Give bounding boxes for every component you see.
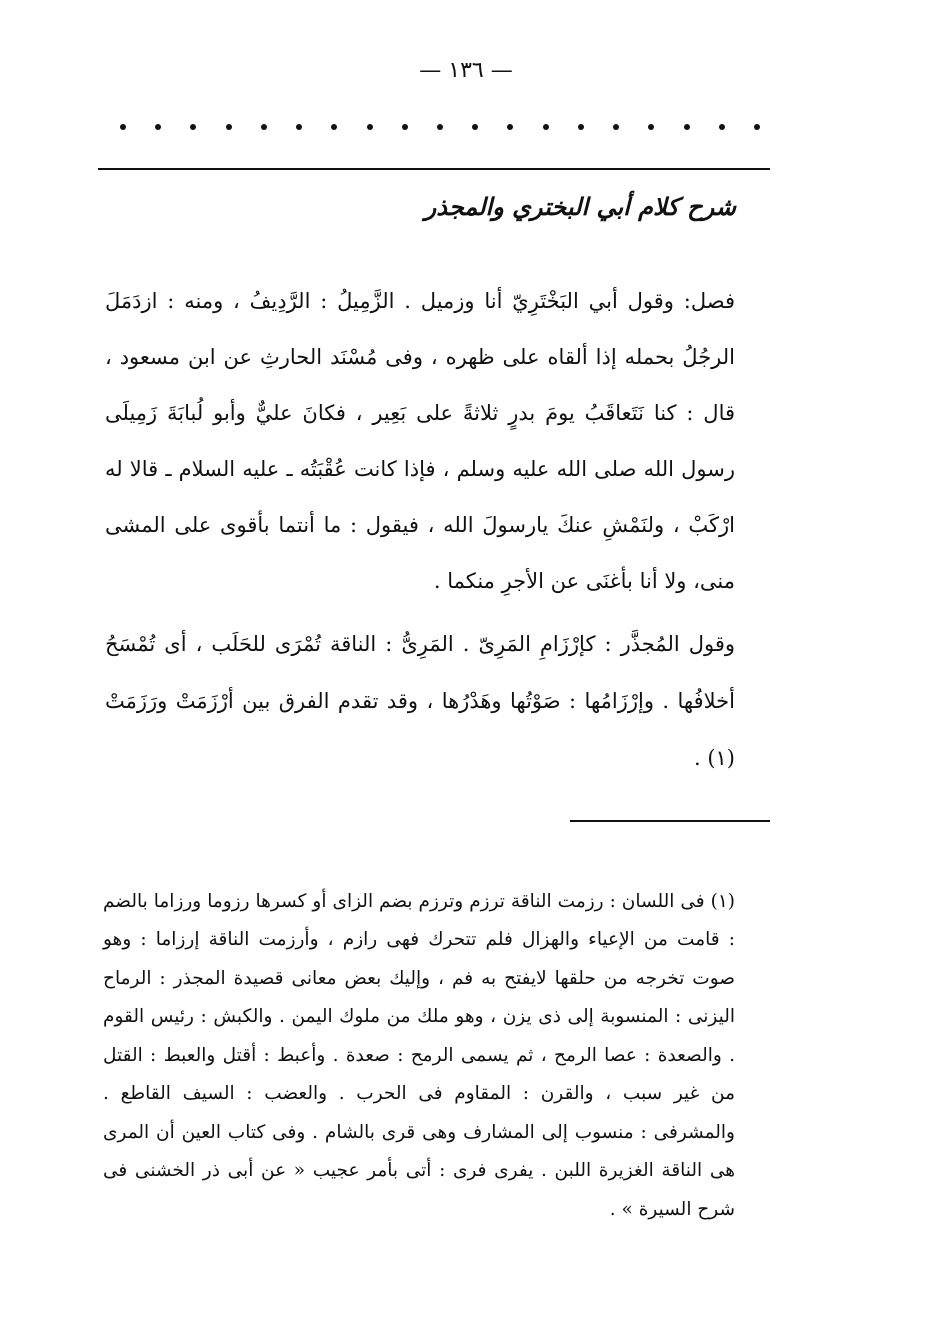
ornament-dot bbox=[507, 124, 513, 130]
ornament-dot bbox=[190, 124, 196, 130]
ornament-dot bbox=[120, 124, 126, 130]
ornament-dot bbox=[613, 124, 619, 130]
ornament-dot bbox=[754, 124, 760, 130]
body-paragraph: فصل: وقول أبي البَخْتَرِيّ أنا وزميل . الزَّمِيلُ : الرَّدِيفُ ، ومنه : ازدَمَلَ الرجُلُ بحمله إذا ألقاه على ظهره ، وفى مُسْنَد الحارثِ عن ابن مسعود ، قال : كنا نَتَعاقَبُ يومَ بدرٍ ثلاثةً على بَعِير ، فكانَ عليٌّ وأبو لُبابَةَ زَمِيلَى رسول الله صلى الله عليه وسلم ، فإذا كانت عُقْبَتُه ـ عليه السلام ـ قالا له ارْكَبْ ، ولنَمْشِ عنكَ يارسولَ الله ، فيقول : ما أنتما بأقوى على المشى منى، ولا أنا بأغنَى عن الأجرِ منكما . bbox=[105, 289, 735, 593]
body-paragraph: وقول المُجذَّر : كإرْزَامِ المَرِىّ . المَرِىُّ : الناقة تُمْرَى للحَلَب ، أى تُمْسَحُ أخلافُها . وإرْزَامُها : صَوْتُها وهَدْرُها ، وقد تقدم الفرق بين أرْزَمَتْ ورَزَمَتْ (١) . bbox=[105, 632, 735, 770]
ornament-dot bbox=[578, 124, 584, 130]
ornamental-dot-row bbox=[120, 124, 760, 130]
ornament-dot bbox=[543, 124, 549, 130]
ornament-dot bbox=[402, 124, 408, 130]
page-number: — ١٣٦ — bbox=[419, 58, 513, 83]
ornament-dot bbox=[437, 124, 443, 130]
ornament-dot bbox=[331, 124, 337, 130]
ornament-dot bbox=[226, 124, 232, 130]
section-heading: شرح كلام أبي البختري والمجذر bbox=[424, 192, 736, 221]
ornament-dot bbox=[296, 124, 302, 130]
ornament-dot bbox=[719, 124, 725, 130]
footnote: (١) فى اللسان : رزمت الناقة ترزم وترزم بضم الزاى أو كسرها رزوما ورزاما بالضم : قامت من الإعياء والهزال فلم تتحرك فهى رازم ، وأرزمت الناقة إرزاما : وهو صوت تخرجه من حلقها لايفتح به فم ، وإليك بعض معانى قصيدة المجذر : الرماح اليزنى : المنسوبة إلى ذى يزن ، وهو ملك من ملوك اليمن . والكبش : رئيس القوم . والصعدة : عصا الرمح ، ثم يسمى الرمح : صعدة . وأعبط : أقتل والعبط : القتل من غير سبب ، والقرن : المقاوم فى الحرب . والعضب : السيف القاطع . والمشرفى : منسوب إلى المشارف وهى قرى بالشام . وفى كتاب العين أن المرى هى الناقة الغزيرة اللبن . يفرى فرى : أتى بأمر عجيب « عن أبى ذر الخشنى فى شرح السيرة » . bbox=[103, 890, 735, 1220]
ornament-dot bbox=[155, 124, 161, 130]
ornament-dot bbox=[472, 124, 478, 130]
header-rule bbox=[98, 168, 770, 170]
ornament-dot bbox=[367, 124, 373, 130]
ornament-dot bbox=[261, 124, 267, 130]
footnote-separator bbox=[570, 820, 770, 822]
ornament-dot bbox=[648, 124, 654, 130]
ornament-dot bbox=[684, 124, 690, 130]
